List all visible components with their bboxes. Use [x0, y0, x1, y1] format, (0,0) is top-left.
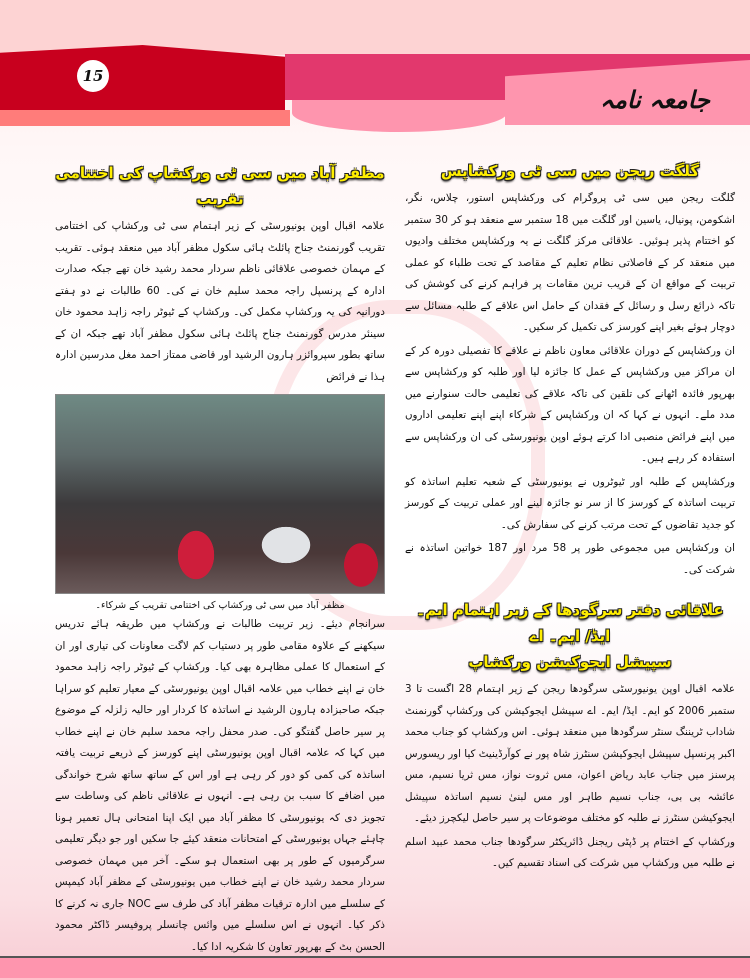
- article-paragraph: ان ورکشاپس میں مجموعی طور پر 58 مرد اور 187 خواتین اساتذہ نے شرکت کی۔: [405, 542, 735, 576]
- masthead-title: جامعہ نامہ: [600, 86, 710, 114]
- photo-caption: مظفر آباد میں سی ٹی ورکشاپ کی اختتامی تقریب کے شرکاء۔: [95, 600, 345, 611]
- article-title: سپیشل ایجوکیشن ورکشاپ: [468, 653, 672, 671]
- article-title: علاقائی دفتر سرگودھا کے زیر اہتمام ایم۔ ایڈ/ ایم۔ اے: [416, 601, 724, 645]
- article-paragraph: ورکشاپ کے اختتام پر ڈپٹی ریجنل ڈائریکٹر سرگودھا جناب محمد عبید اسلم نے طلبہ میں ورکشاپ میں شرکت کی اسناد تقسیم کیں۔: [405, 835, 735, 869]
- page-number: 15: [77, 60, 109, 92]
- header-pink-wave: [292, 100, 507, 132]
- article-paragraph: ورکشاپس کے طلبہ اور ٹیوٹروں نے یونیورسٹی کے شعبہ تعلیم اساتذہ کو تربیت اساتذہ کے کورسز کا از سر نو جائزہ لینے اور عملی تربیت کے کورسز کو جدید تقاضوں کے تحت مرتب کرنے کی سفارش کی۔: [405, 475, 735, 531]
- left-column: [55, 160, 385, 960]
- footer-band: [0, 956, 750, 978]
- right-column: [405, 158, 735, 877]
- article-title: مظفر آباد میں سی ٹی ورکشاپ کی اختتامی تقریب: [55, 164, 385, 208]
- header-red-band: [0, 45, 285, 110]
- event-photo: [55, 394, 385, 594]
- header-salmon-band: [0, 110, 290, 126]
- article-paragraph: علامہ اقبال اوپن یونیورسٹی سرگودھا ریجن کے زیر اہتمام 28 اگست تا 3 ستمبر 2006 کو ایم۔ ایڈ/ ایم۔ اے سپیشل ایجوکیشن کی ورکشاپ گورنمنٹ شاداب ٹریننگ سنٹر سرگودھا میں منعقد ہوئی۔ اس ورکشاپ کو جناب محمد اکبر پرنسپل سپیشل ایجوکیشن سنٹرز شاہ پور نے کوآرڈینیٹ کیا اور ریسورس پرسنز میں جناب عابد ریاض اعوان، مس ثروت نواز، مس ثریا نسیم، مس عائشہ بی بی، جناب نسیم طاہر اور مس لبنیٰ نسیم اساتذہ سپیشل ایجوکیشن سنٹرز نے طلبہ کو مختلف موضوعات پر سیر حاصل لیکچرز دیئے۔: [405, 683, 735, 824]
- article-title: گلگت ریجن میں سی ٹی ورکشاپس: [440, 162, 700, 180]
- article-paragraph: سرانجام دیئے۔ زیر تربیت طالبات نے ورکشاپ میں طریقہ ہائے تدریس سیکھنے کے علاوہ مقامی طور پر دستیاب کم لاگت معاونات کی تیاری اور ان کے استعمال کا عملی مظاہرہ بھی کیا۔ ورکشاپ کے ٹیوٹر راجہ زاہد محمود خان نے اپنے خطاب میں علامہ اقبال اوپن یونیورسٹی کے معیار تعلیم کو سراہا جبکہ صاحبزادہ ہارون الرشید نے اساتذہ کا کردار اور حالیہ زلزلہ کے موضوع پر سیر حاصل گفتگو کی۔ صدر محفل راجہ محمد سلیم خان نے اپنے خطاب میں کہا کہ علامہ اقبال اوپن یونیورسٹی اپنے کورسز کے ذریعے تربیت یافتہ اساتذہ کی کمی کو دور کر رہی ہے اور اس کے ساتھ ساتھ شرح خواندگی میں اضافے کا سبب بن رہی ہے۔ انہوں نے علاقائی ناظم کی وساطت سے تجویز دی کہ یونیورسٹی کا مظفر آباد میں ایک اپنا امتحانی ہال تعمیر ہونا چاہئے جہاں یونیورسٹی کے امتحانات منعقد کیئے جا سکیں اور جو دیگر تعلیمی سرگرمیوں کے طور پر بھی استعمال ہو سکے۔ آخر میں مہمان خصوصی سردار محمد رشید خان نے اپنے خطاب میں یونیورسٹی کے مظفر آباد کیمپس کے سلسلے میں ادارہ ترقیات مظفر آباد کی طرف سے NOC جاری نہ کرنے کا ذکر کیا۔ انہوں نے اس سلسلے میں وائس چانسلر پروفیسر ڈاکٹر محمود الحسن بٹ کے بھرپور تعاون کا شکریہ ادا کیا۔: [55, 618, 385, 953]
- article-paragraph: علامہ اقبال اوپن یونیورسٹی کے زیر اہتمام سی ٹی ورکشاپ کی اختتامی تقریب گورنمنٹ جناح پائلٹ ہائی سکول مظفر آباد میں منعقد ہوئی۔ تقریب کے مہمان خصوصی علاقائی ناظم سردار محمد رشید خان تھے جبکہ صدارت ادارہ کے پرنسپل راجہ محمد سلیم خان نے کی۔ 60 طالبات نے دو ہفتے دورانیہ کی یہ ورکشاپ مکمل کی۔ ورکشاپ کے ٹیوٹر راجہ زاہد محمود خان سینئر مدرس گورنمنٹ جناح پائلٹ ہائی سکول مظفر آباد تھے جبکہ ان کے ساتھ بطور سپروائزر ہارون الرشید اور قاضی ممتاز احمد مغل مدرسین ادارہ ہذا نے فرائض: [55, 220, 385, 383]
- article-paragraph: ان ورکشاپس کے دوران علاقائی معاون ناظم نے علاقے کا تفصیلی دورہ کر کے ان مراکز میں ورکشاپس کے عمل کا جائزہ لیا اور طلبہ کو ورکشاپس سے بھرپور فائدہ اٹھانے کی تلقین کی تاکہ علاقے کی تعلیمی حالت سنوارنے میں مدد ملے۔ انہوں نے کہا کہ ان ورکشاپس کے شرکاء اپنے اپنے تعلیمی اداروں میں اپنے فرائض منصبی ادا کرتے ہوئے اوپن یونیورسٹی کی ان ورکشاپس سے استفادہ کر رہے ہیں۔: [405, 344, 735, 464]
- article-paragraph: گلگت ریجن میں سی ٹی پروگرام کی ورکشاپس استور، چلاس، نگر، اشکومن، پونیال، یاسین اور گلگت میں 18 ستمبر سے منعقد ہو کر 30 ستمبر کو اختتام پذیر ہوئیں۔ علاقائی مرکز گلگت نے یہ ورکشاپس مختلف وادیوں میں منعقد کر کے فاصلاتی نظام تعلیم کے مقاصد کے تحت طلباء کو عملی تربیت کے مواقع ان کے قریب ترین مقامات پر فراہم کرنے کی کوشش کی تاکہ ذرائع رسل و رسائل کے فقدان کے حامل اس علاقے کے طلبہ مسائل سے دوچار ہوئے بغیر اپنے کورسز کی تکمیل کر سکیں۔: [405, 192, 736, 333]
